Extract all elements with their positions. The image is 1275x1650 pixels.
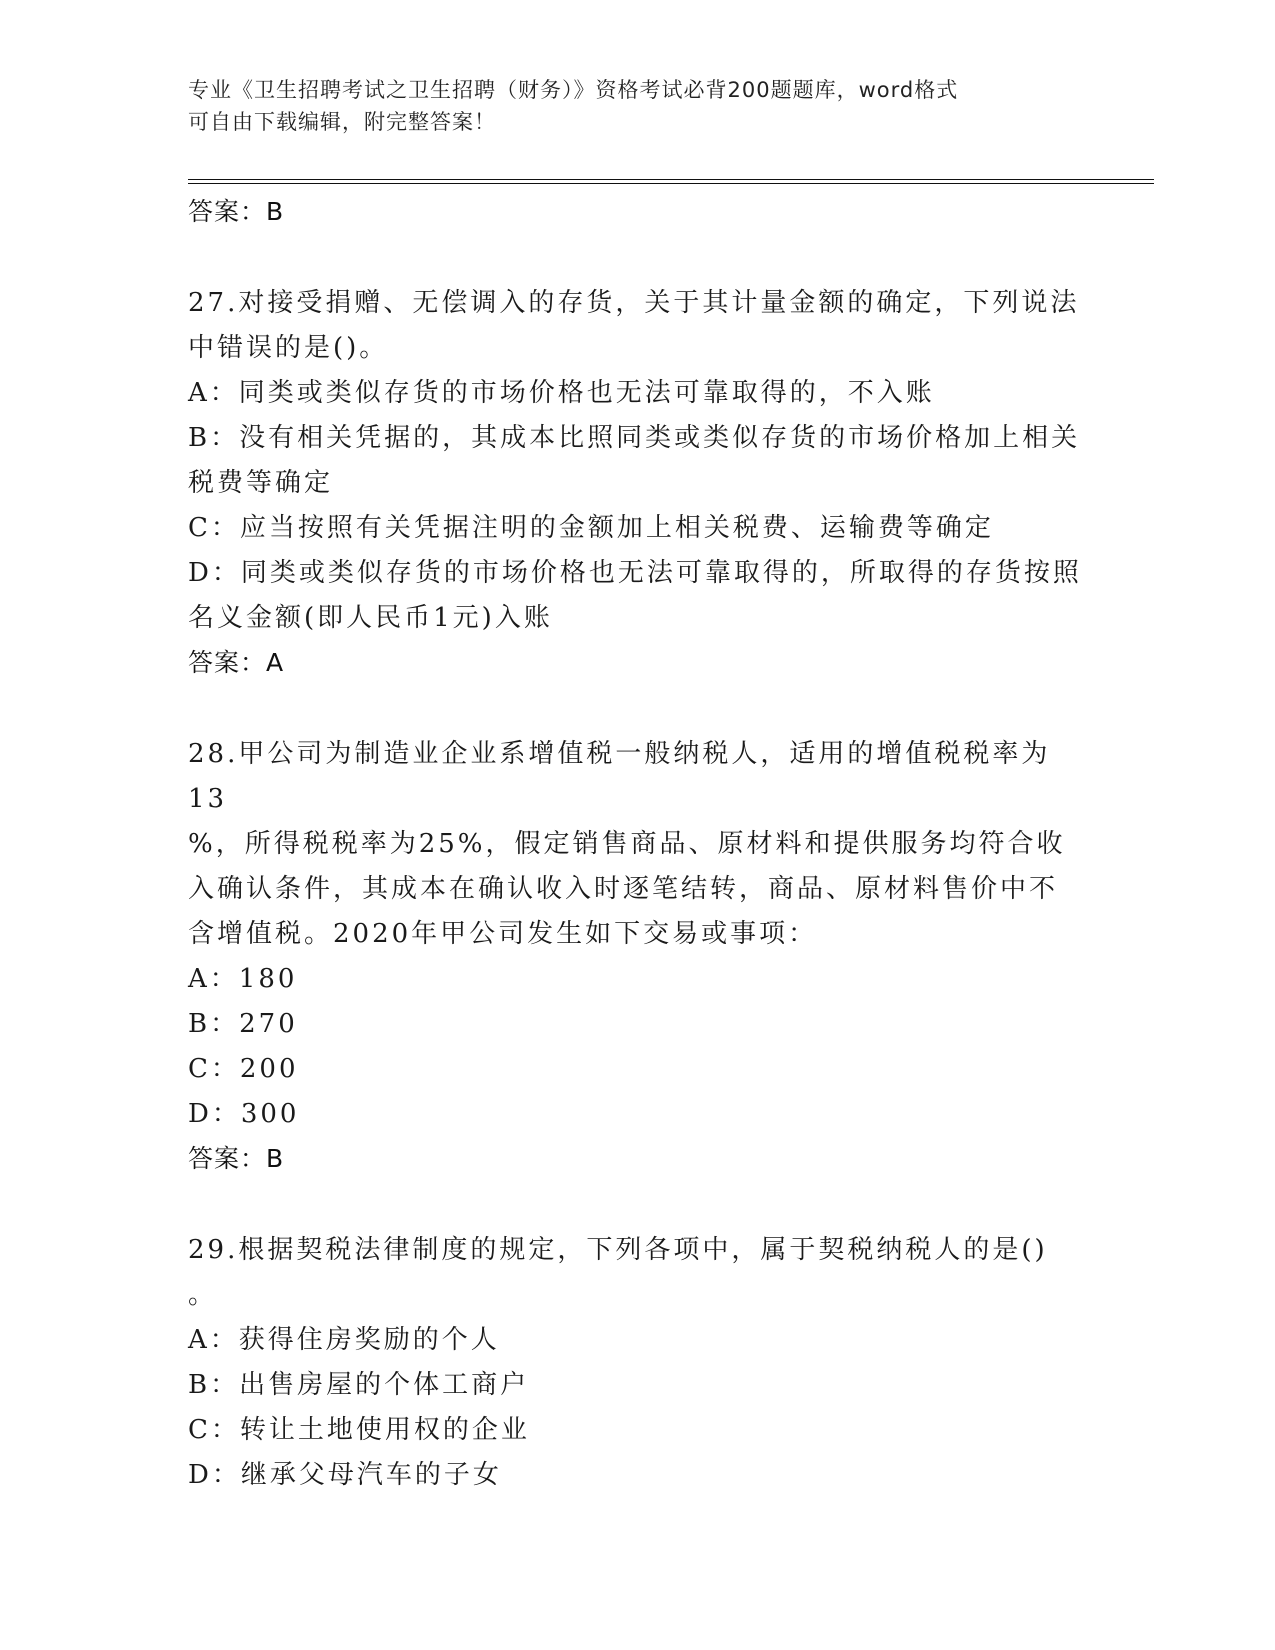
question-27 [188, 281, 1088, 685]
previous-answer: 答案：B [188, 197, 285, 226]
question-text-line: 含增值税。2020年甲公司发生如下交易或事项： [188, 919, 818, 949]
answer-27: 答案：A [188, 648, 285, 677]
option-a: A：获得住房奖励的个人 [188, 1325, 500, 1355]
spacer [188, 685, 1088, 732]
header-rule-top [188, 179, 1154, 180]
question-text-line: 入确认条件，其成本在确认收入时逐笔结转，商品、原材料售价中不 [188, 874, 1059, 904]
option-c: C：200 [188, 1054, 299, 1084]
option-d: D：300 [188, 1099, 300, 1129]
question-text-line: 中错误的是()。 [188, 333, 389, 363]
option-d-continued: 名义金额(即人民币1元)入账 [188, 603, 553, 633]
question-28 [188, 732, 1088, 1181]
option-c: C：应当按照有关凭据注明的金额加上相关税费、运输费等确定 [188, 513, 994, 543]
option-b-continued: 税费等确定 [188, 468, 334, 498]
option-a: A：180 [188, 964, 298, 994]
spacer [188, 234, 1088, 281]
option-b: B：270 [188, 1009, 298, 1039]
option-a: A：同类或类似存货的市场价格也无法可靠取得的，不入账 [188, 378, 935, 408]
document-body [188, 190, 1088, 1498]
question-text-line: 28.甲公司为制造业企业系增值税一般纳税人，适用的增值税税率为13 [188, 739, 1051, 814]
document-header [188, 74, 1088, 138]
question-text-line: 。 [188, 1280, 218, 1310]
option-b: B：没有相关凭据的，其成本比照同类或类似存货的市场价格加上相关 [188, 423, 1081, 453]
header-rule-bottom [188, 183, 1154, 184]
question-text-line: 27.对接受捐赠、无偿调入的存货，关于其计量金额的确定，下列说法 [188, 288, 1080, 318]
question-text-line: %，所得税税率为25%，假定销售商品、原材料和提供服务均符合收 [188, 829, 1066, 859]
header-line-1: 专业《卫生招聘考试之卫生招聘（财务）》资格考试必背200题题库，word格式 [188, 78, 959, 102]
option-d: D：同类或类似存货的市场价格也无法可靠取得的，所取得的存货按照 [188, 558, 1082, 588]
answer-28: 答案：B [188, 1144, 285, 1173]
question-29 [188, 1228, 1088, 1498]
option-d: D：继承父母汽车的子女 [188, 1460, 502, 1490]
question-text-line: 29.根据契税法律制度的规定，下列各项中，属于契税纳税人的是() [188, 1235, 1048, 1265]
spacer [188, 1181, 1088, 1228]
option-c: C：转让土地使用权的企业 [188, 1415, 530, 1445]
option-b: B：出售房屋的个体工商户 [188, 1370, 530, 1400]
header-line-2: 可自由下载编辑，附完整答案！ [188, 110, 496, 134]
